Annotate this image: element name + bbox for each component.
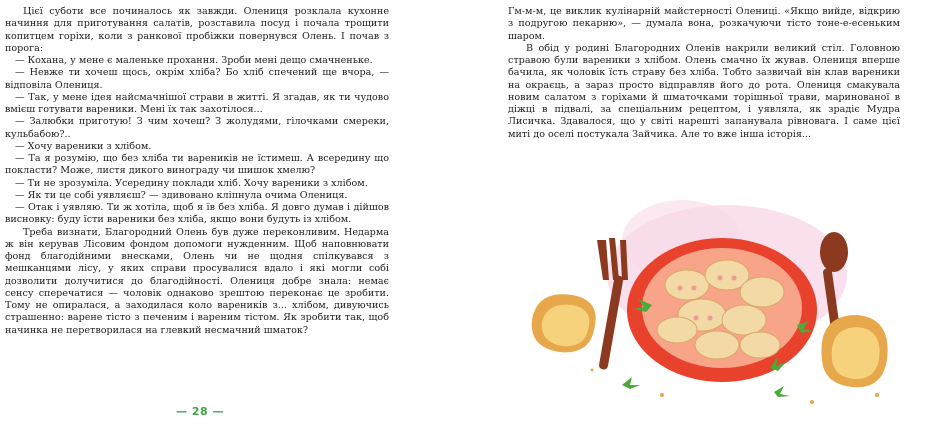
illustration-svg — [512, 180, 912, 420]
dialogue-line: — Хочу вареники з хлібом. — [15, 140, 152, 152]
dumplings-illustration — [512, 180, 912, 420]
paragraph: Треба визнати, Благородний Олень був дуже переконливим. Недарма ж він керував Лісовим фондом допомоги нужденним. Щоб наповнювати фонд благодійними внесками, Олень чи не щодня спілкувався з мешканцями лісу, у яких справи просувалися вдало і які могли собі дозволити долучитися до благодійності. Олениця добре знала: немає сенсу сперечатися — чоловік однаково зрештою переконає це зробити. Тому не опиралася, а заходилася коло вареників з... хлібом, дивуючись страшенно: варене тісто з печеним і вареним тістом. Як зробити так, щоб начинка не перетворилася на глевкий несмачний шматок? — [5, 226, 389, 336]
dialogue-line: — Ти не зрозуміла. Усередину поклади хліб. Хочу вареники з хлібом. — [15, 177, 368, 189]
dialogue-line: — Отак і уявляю. Ти ж хотіла, щоб я їв без хліба. Я довго думав і дійшов висновку: буду їсти вареники без хліба, якщо вони будуть із хлібом. — [5, 202, 389, 226]
page-number: — 28 — — [176, 405, 224, 418]
paragraph: Гм-м-м, це виклик кулінарній майстерності Олениці. «Якщо вийде, відкрию з подругою пекарню», — думала вона, розкачуючи тісто тоне-е-есеньким шаром. — [508, 6, 900, 42]
paragraph: Цієї суботи все починалось як завжди. Олениця розклала кухонне начиння для приготування салатів, розставила посуд і почала трощити копитцем горіхи, коли з ранкової пробіжки повернувся Олень. І почав з порога: — [5, 6, 389, 54]
bread-slice-icon — [532, 294, 596, 352]
dialogue-line: — Невже ти хочеш щось, окрім хліба? Бо хліб спечений ще вчора, — відповіла Олениця. — [5, 67, 389, 91]
left-text-column — [5, 6, 389, 337]
right-page — [472, 0, 943, 424]
bread-slice-icon — [821, 315, 887, 387]
dialogue-line: — Кохана, у мене є маленьке прохання. Зроби мені дещо смачненьке. — [15, 55, 373, 66]
dialogue-line: — Як ти це собі уявляєш? — здивовано кліпнула очима Олениця. — [15, 189, 348, 201]
paragraph: В обід у родині Благородних Оленів накрили великий стіл. Головною стравою були вареники з хлібом. Олень смачно їх жував. Олениця вперше бачила, як чоловік їсть страву без хліба. Тобто зазвичай він клав вареники на окраєць, а зараз просто відправляв його до рота. Олениця смакувала новим салатом з горіхами й шматочками торішньої трави, маринованої в діжці в підвалі, за спеціальним рецептом, і уявляла, як зрадіє Мудра Лисичка. Здавалося, що у світі нарешті запанувала рівновага. І саме цієї миті до оселі постукала Зайчика. Але то вже інша історія... — [508, 42, 900, 140]
left-page — [0, 0, 471, 424]
dialogue-line: — Так, у мене ідея найсмачнішої страви в житті. Я згадав, як ти чудово вмієш готувати вареники. Мені їх так захотілося... — [5, 91, 389, 115]
dialogue-line: — Та я розумію, що без хліба ти вареників не їстимеш. А всередину що покласти? Може, листя дикого винограду чи шишок хмелю? — [5, 153, 389, 177]
dialogue-line: — Залюбки приготую! З чим хочеш? З жолудями, гілочками смереки, кульбабою?.. — [5, 116, 389, 140]
right-text-column — [508, 6, 900, 141]
